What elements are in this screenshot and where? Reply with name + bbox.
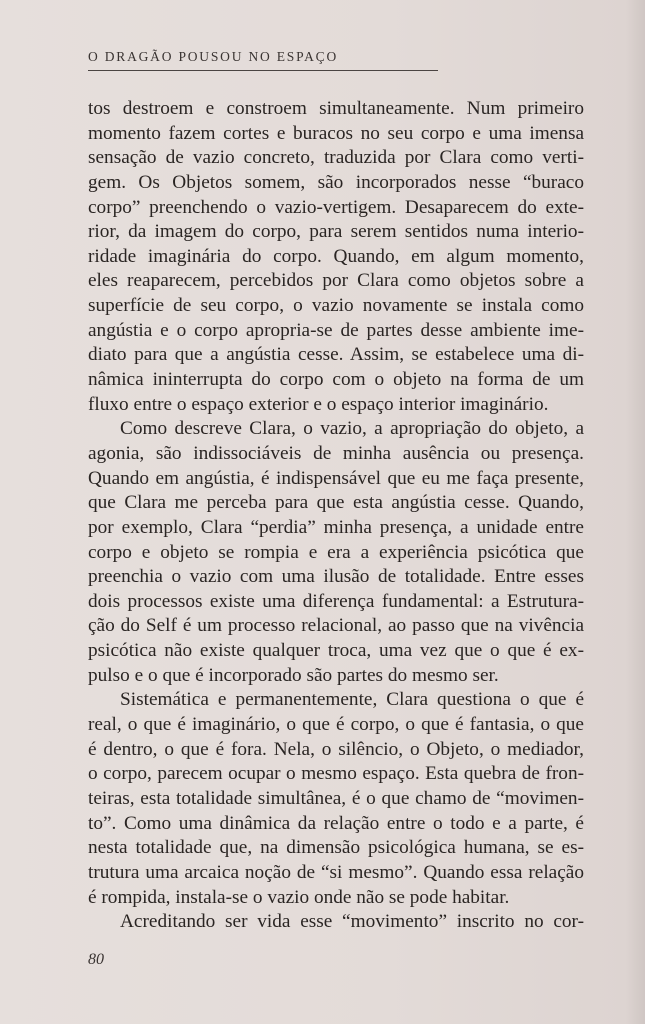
text-line: por exemplo, Clara “perdia” minha presença, a unidade entre bbox=[88, 516, 584, 538]
text-line: é rompida, instala-se o vazio onde não se pode habitar. bbox=[88, 886, 510, 908]
text-line: pulso e o que é incorporado são partes do mesmo ser. bbox=[88, 664, 499, 686]
text-line: Como descreve Clara, o vazio, a apropriação do objeto, a bbox=[120, 418, 584, 440]
text-line: gem. Os Objetos somem, são incorporados nesse “buraco bbox=[88, 171, 584, 193]
text-line: Acreditando ser vida esse “movimento” inscrito no cor- bbox=[120, 911, 584, 933]
text-line: dois processos existe uma diferença fundamental: a Estrutura- bbox=[88, 590, 584, 612]
text-line: diato para que a angústia cesse. Assim, se estabelece uma di- bbox=[88, 344, 584, 366]
text-line: rior, da imagem do corpo, para serem sentidos numa interio- bbox=[88, 221, 584, 243]
running-header: O DRAGÃO POUSOU NO ESPAÇO bbox=[88, 48, 438, 71]
page-number: 80 bbox=[88, 951, 104, 968]
text-line: to”. Como uma dinâmica da relação entre o todo e a parte, é bbox=[88, 812, 584, 834]
text-line: que Clara me perceba para que esta angústia cesse. Quando, bbox=[88, 492, 584, 514]
text-line: é dentro, o que é fora. Nela, o silêncio, o Objeto, o mediador, bbox=[88, 738, 584, 760]
text-line: fluxo entre o espaço exterior e o espaço interior imaginário. bbox=[88, 393, 549, 415]
text-line: eles reaparecem, percebidos por Clara como objetos sobre a bbox=[88, 270, 584, 292]
text-line: sensação de vazio concreto, traduzida por Clara como verti- bbox=[88, 147, 584, 169]
text-line: o corpo, parecem ocupar o mesmo espaço. Esta quebra de fron- bbox=[88, 763, 584, 785]
text-line: ridade imaginária do corpo. Quando, em algum momento, bbox=[88, 245, 584, 267]
text-line: trutura uma arcaica noção de “si mesmo”. Quando essa relação bbox=[88, 861, 584, 883]
text-line: corpo e objeto se rompia e era a experiência psicótica que bbox=[88, 541, 584, 563]
text-line: real, o que é imaginário, o que é corpo, o que é fantasia, o que bbox=[88, 714, 584, 736]
text-line: superfície de seu corpo, o vazio novamente se instala como bbox=[88, 295, 584, 317]
body-text bbox=[88, 97, 584, 935]
text-line: Quando em angústia, é indispensável que eu me faça presente, bbox=[88, 467, 584, 489]
text-line: tos destroem e constroem simultaneamente. Num primeiro bbox=[88, 98, 584, 119]
text-line: teiras, esta totalidade simultânea, é o que chamo de “movimen- bbox=[88, 787, 584, 809]
text-line: nesta totalidade que, na dimensão psicológica humana, se es- bbox=[88, 837, 584, 859]
text-line: Sistemática e permanentemente, Clara questiona o que é bbox=[120, 689, 584, 711]
text-line: agonia, são indissociáveis de minha ausência ou presença. bbox=[88, 442, 584, 464]
text-line: psicótica não existe qualquer troca, uma vez que o que é ex- bbox=[88, 640, 584, 662]
text-line: preenchia o vazio com uma ilusão de totalidade. Entre esses bbox=[88, 566, 584, 588]
text-line: corpo” preenchendo o vazio-vertigem. Desaparecem do exte- bbox=[88, 196, 584, 218]
text-line: angústia e o corpo apropria-se de partes desse ambiente ime- bbox=[88, 319, 584, 341]
text-line: momento fazem cortes e buracos no seu corpo e uma imensa bbox=[88, 122, 584, 144]
text-line: ção do Self é um processo relacional, ao passo que na vivência bbox=[88, 615, 584, 637]
text-line: nâmica ininterrupta do corpo com o objeto na forma de um bbox=[88, 369, 584, 391]
